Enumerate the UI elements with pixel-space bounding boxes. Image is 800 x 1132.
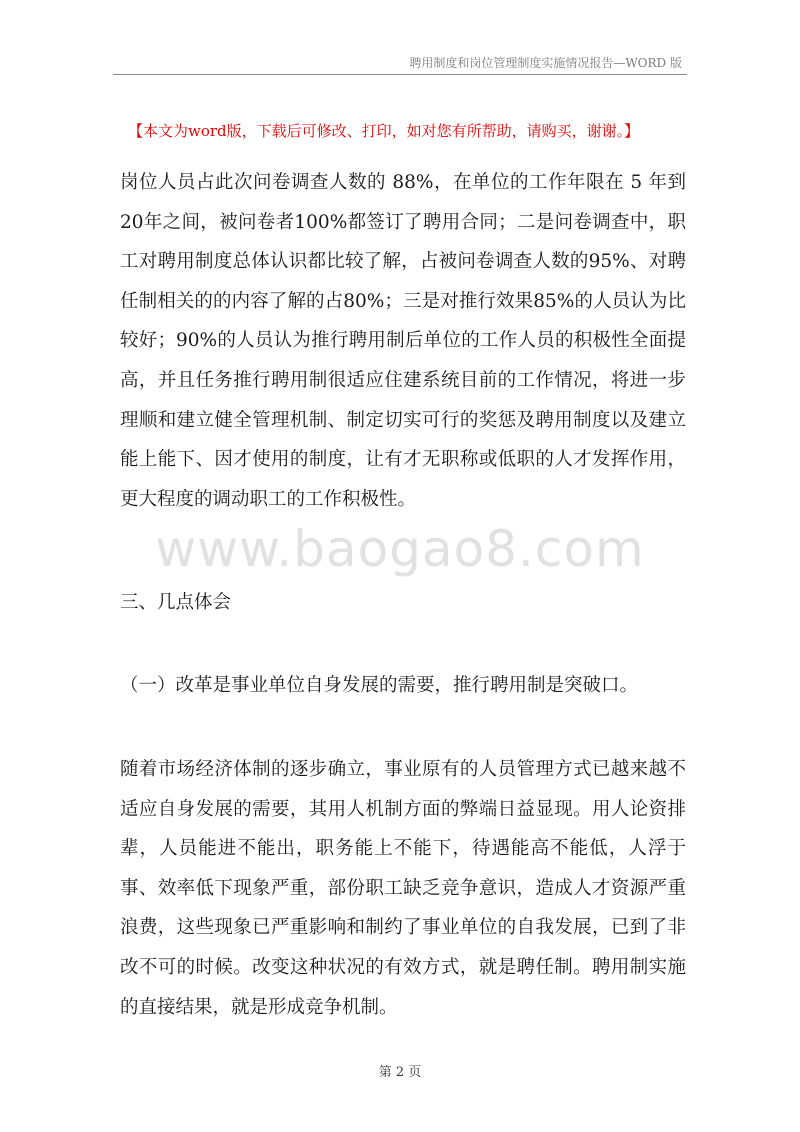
running-header: 聘用制度和岗位管理制度实施情况报告—WORD 版 (409, 56, 682, 70)
subsection-heading: （一）改革是事业单位自身发展的需要，推行聘用制是突破口。 (120, 675, 639, 696)
header-divider (113, 74, 687, 75)
body-paragraph-2: 随着市场经济体制的逐步确立，事业原有的人员管理方式已越来越不适应自身发展的需要，其用人机制方面的弊端日益显现。用人论资排辈，人员能进不能出，职务能上不能下，待遇能高不能低，人浮于事、效率低下现象严重，部份职工缺乏竞争意识，造成人才资源严重浪费，这些现象已严重影响和制约了事业单位的自我发展，已到了非改不可的时候。改变这种状况的有效方式，就是聘任制。聘用制实施的直接结果，就是形成竞争机制。 (120, 759, 686, 1018)
purchase-notice: 【本文为word版，下载后可修改、打印，如对您有所帮助，请购买，谢谢。】 (128, 122, 640, 140)
watermark: www.baogao8.com (155, 520, 645, 578)
body-paragraph-1: 岗位人员占此次问卷调查人数的 88%，在单位的工作年限在 5 年到20年之间，被问卷者100%都签订了聘用合同；二是问卷调查中，职工对聘用制度总体认识都比较了解，占被问卷调查人数的95%、对聘任制相关的的内容了解的占80%；三是对推行效果85%的人员认为比较好；90%的人员认为推行聘用制后单位的工作人员的积极性全面提高，并且任务推行聘用制很适应住建系统目前的工作情况，将进一步理顺和建立健全管理机制、制定切实可行的奖惩及聘用制度以及建立能上能下、因才使用的制度，让有才无职称或低职的人才发挥作用，更大程度的调动职工的工作积极性。 (120, 172, 686, 510)
page-number: 第 2 页 (378, 1065, 422, 1080)
section-heading: 三、几点体会 (120, 592, 232, 613)
